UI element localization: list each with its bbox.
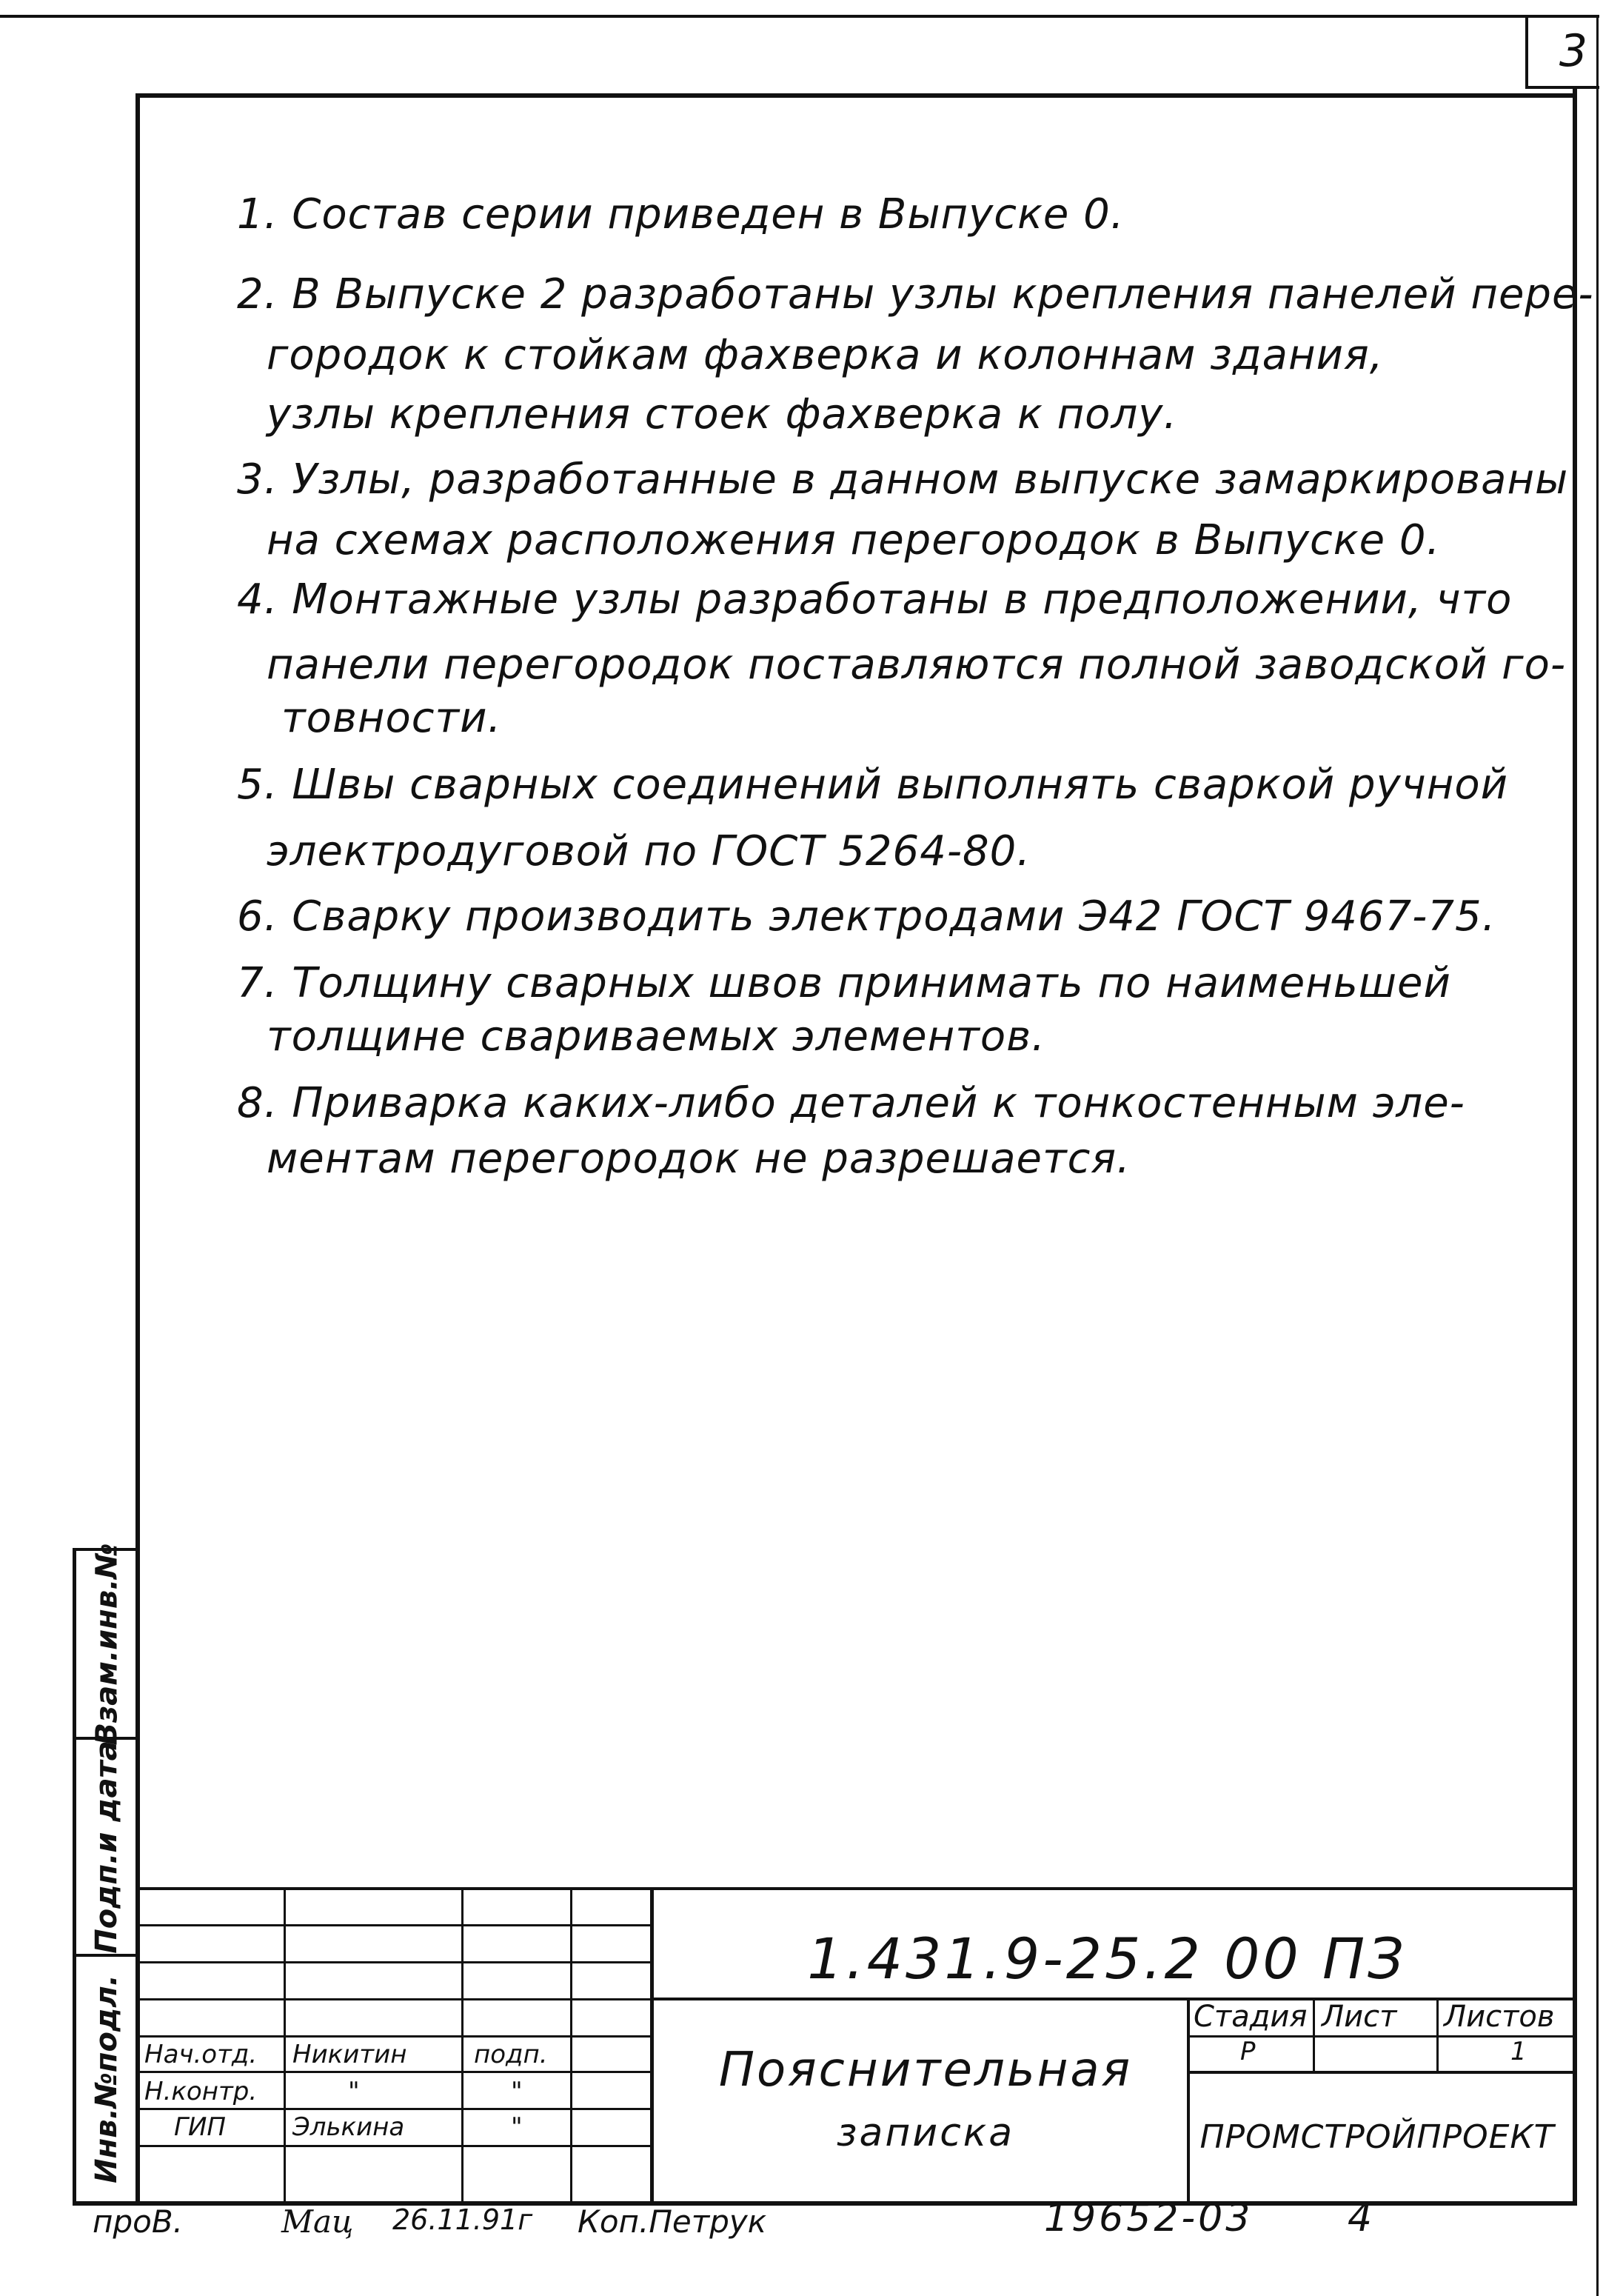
stage-table-row2 xyxy=(1188,2071,1577,2074)
document-title-line2: записка xyxy=(836,2111,1015,2155)
note-line: 2. В Выпуске 2 разработаны узлы крепления панелей пере- xyxy=(237,270,1594,318)
sheets-value: 1 xyxy=(1510,2037,1527,2066)
checked-label: проВ. xyxy=(93,2203,183,2240)
note-line: на схемах расположения перегородок в Выпуске 0. xyxy=(267,516,1441,564)
stage-value: Р xyxy=(1240,2037,1256,2066)
sheet-number-box-bottom xyxy=(1525,86,1599,89)
outer-right-edge xyxy=(1596,15,1599,2296)
top-edge-line xyxy=(0,15,1599,18)
note-line: узлы крепления стоек фахверка к полу. xyxy=(267,390,1178,438)
stage-table-col2 xyxy=(1436,1998,1439,2072)
sign-date-label-cell xyxy=(76,1740,138,1954)
note-line: ментам перегородок не разрешается. xyxy=(267,1135,1131,1183)
checker-signature: Мац xyxy=(281,2203,354,2240)
document-title-line1: Пояснительная xyxy=(718,2043,1133,2098)
signature-name: Элькина xyxy=(292,2112,405,2142)
page-number: 4 xyxy=(1348,2196,1373,2240)
signature-role: Н.контр. xyxy=(144,2077,258,2106)
sheet-number: 3 xyxy=(1559,25,1588,77)
tb-col-2 xyxy=(461,1887,464,2204)
stage-table-left xyxy=(1187,1998,1190,2204)
signature-sign: подп. xyxy=(474,2040,548,2069)
inv-original-label-cell xyxy=(76,1957,138,2201)
tb-row-3 xyxy=(137,1998,652,2000)
signature-role: Нач.отд. xyxy=(144,2040,258,2069)
tb-row-6 xyxy=(137,2108,652,2110)
note-line: городок к стойкам фахверка и колоннам здания, xyxy=(267,331,1384,379)
sign-date-label: Подп.и дата xyxy=(90,1740,124,1954)
inv-original-label: Инв.№подл. xyxy=(90,1975,124,2183)
stage-table-col1 xyxy=(1313,1998,1315,2072)
note-line: 6. Сварку производить электродами Э42 ГОСТ 9467-75. xyxy=(237,892,1496,941)
note-line: 7. Толщину сварных швов принимать по наименьшей xyxy=(237,959,1451,1007)
copied-by: Коп.Петрук xyxy=(578,2203,767,2240)
tb-row-5 xyxy=(137,2071,652,2073)
frame-top xyxy=(137,93,1577,98)
tb-row-2 xyxy=(137,1961,652,1963)
tb-row-7 xyxy=(137,2145,652,2147)
check-date: 26.11.91г xyxy=(392,2203,533,2236)
note-line: 4. Монтажные узлы разработаны в предположении, что xyxy=(237,575,1513,624)
note-line: 3. Узлы, разработанные в данном выпуске замаркированы xyxy=(237,455,1569,504)
tb-row-4 xyxy=(137,2035,652,2038)
note-line: 1. Состав серии приведен в Выпуске 0. xyxy=(237,190,1125,238)
note-line: 5. Швы сварных соединений выполнять сваркой ручной xyxy=(237,761,1509,809)
replaced-inv-label-cell xyxy=(76,1543,138,1745)
signature-sign: " xyxy=(511,2077,523,2106)
signature-role: ГИП xyxy=(174,2112,226,2142)
replaced-inv-label: Взам.инв.№ xyxy=(90,1543,124,1745)
tb-col-3 xyxy=(570,1887,572,2204)
tb-col-1 xyxy=(284,1887,286,2204)
organization-name: ПРОМСТРОЙПРОЕКТ xyxy=(1199,2118,1555,2156)
document-code: 1.431.9-25.2 00 ПЗ xyxy=(807,1926,1407,1992)
order-number: 19652-03 xyxy=(1044,2196,1254,2240)
sheets-header: Листов xyxy=(1444,2000,1555,2034)
signature-name: Никитин xyxy=(292,2040,407,2069)
tb-top xyxy=(137,1887,1577,1890)
sheet-header: Лист xyxy=(1322,2000,1397,2034)
signature-sign: " xyxy=(511,2112,523,2142)
stage-header: Стадия xyxy=(1194,2000,1308,2034)
tb-row-1 xyxy=(137,1924,652,1926)
note-line: товности. xyxy=(281,694,502,742)
signature-name: " xyxy=(348,2077,360,2106)
note-line: панели перегородок поставляются полной заводской го- xyxy=(267,641,1567,689)
note-line: электродуговой по ГОСТ 5264-80. xyxy=(267,827,1031,875)
sheet-number-box-left xyxy=(1525,15,1528,89)
note-line: 8. Приварка каких-либо деталей к тонкостенным эле- xyxy=(237,1079,1465,1127)
note-line: толщине свариваемых элементов. xyxy=(267,1012,1045,1061)
